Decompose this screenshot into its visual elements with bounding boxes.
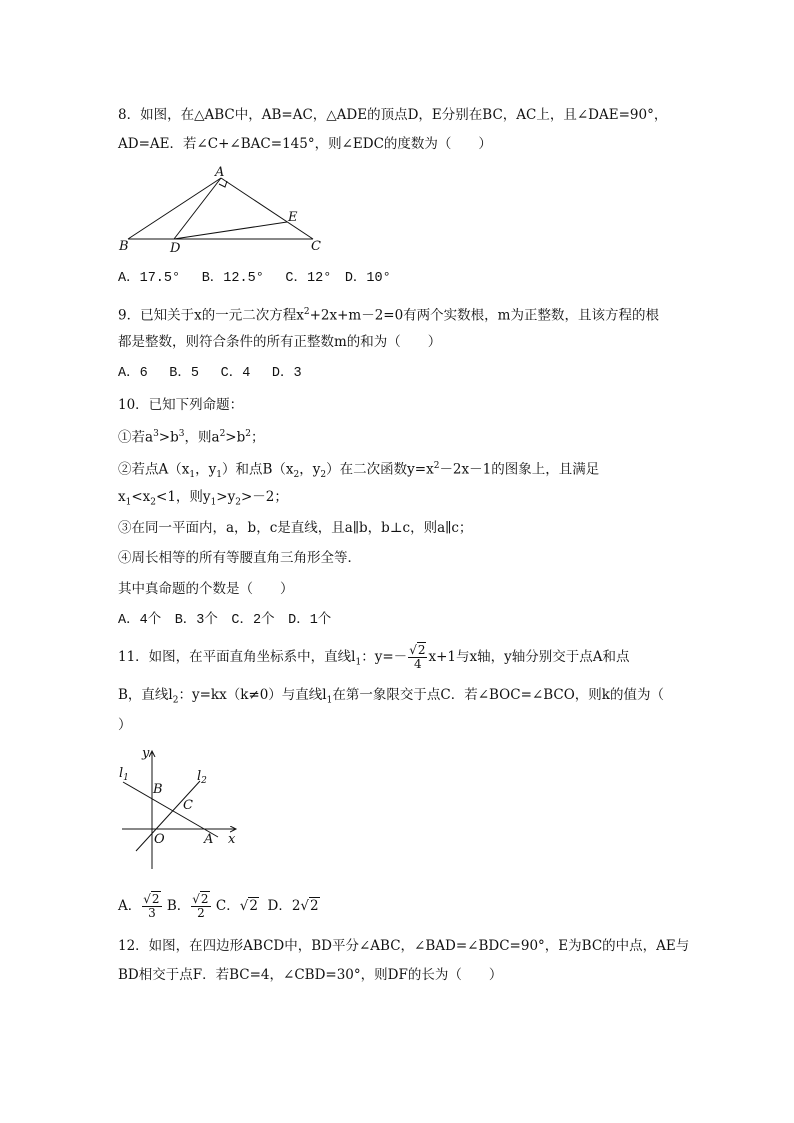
q11-label-c: C (183, 798, 193, 813)
radicand: 2 (200, 892, 209, 906)
opt-d-radicand: 2 (310, 898, 319, 914)
q11-label-b: B (153, 782, 163, 797)
q9-line-1 (118, 303, 659, 325)
q9-line-2: 都是整数，则符合条件的所有正整数m的和为（ ） (118, 334, 442, 350)
q8-triangle-figure (118, 165, 333, 255)
q11-label-a: A (204, 832, 214, 847)
q10-prop-4: ④周长相等的所有等腰直角三角形全等． (118, 550, 361, 566)
q9-text: +2x+m－2=0有两个实数根，m为正整数，且该方程的根 (309, 307, 659, 324)
text: ）在二次函数y=x (326, 461, 434, 478)
q10-prop-2-cont (118, 488, 288, 512)
text: ，则a (184, 429, 220, 446)
text: ：y=kx（k≠0）与直线l (178, 687, 327, 703)
q9-options: A．6 B．5 C．4 D．3 (118, 366, 302, 381)
text: 11．如图，在平面直角坐标系中，直线l (118, 649, 356, 665)
q11-label-y: y (142, 746, 150, 761)
sub: 2 (150, 497, 157, 508)
exp: 2 (433, 461, 440, 471)
text: x (118, 489, 126, 505)
sub: 2 (320, 470, 327, 481)
text: <x (131, 489, 151, 505)
opt-a-frac: $\frac{√2}{3}$ (143, 892, 160, 920)
denominator: 4 (414, 657, 422, 671)
sub: 1 (189, 470, 196, 481)
q10-prop-2 (118, 457, 599, 484)
sub: 2 (235, 497, 241, 508)
opt-b-frac: $\frac{√2}{2}$ (192, 892, 209, 920)
q11-label-l2 (197, 769, 207, 786)
q8-label-b: B (119, 239, 129, 254)
opt-b: B． (166, 898, 191, 914)
q11-fraction: $\frac{√2}{4}$ (409, 643, 426, 671)
q11-label-o: O (154, 832, 165, 847)
text: B，直线l (118, 687, 173, 703)
q11-label-l1 (119, 766, 129, 783)
text: ，y (195, 461, 217, 478)
opt-a: A． (118, 898, 142, 914)
text: >－2； (240, 489, 288, 505)
q12-line-2: BD相交于点F．若BC=4，∠CBD=30°，则DF的长为（ ） (118, 967, 503, 983)
q10-intro: 10．已知下列命题： (118, 397, 244, 413)
q11-line-2 (118, 686, 664, 710)
opt-c: C． (215, 898, 240, 914)
sub: 1 (326, 695, 333, 706)
radicand: 2 (151, 892, 160, 906)
exp: 3 (178, 429, 185, 439)
q8-label-c: C (311, 239, 321, 254)
q10-prop-3: ③在同一平面内，a，b，c是直线，且a∥b，b⊥c，则a∥c； (118, 520, 473, 536)
text: ，y (299, 461, 321, 478)
opt-c-radicand: 2 (249, 898, 258, 914)
q8-label-e: E (288, 210, 298, 225)
text: ：y=－ (361, 649, 408, 665)
q11-label-x: x (228, 832, 236, 847)
text: ②若点A（x (118, 461, 190, 478)
q9-exponent: 2 (303, 307, 310, 317)
text: >b (158, 429, 179, 446)
q8-options: A．17.5° B．12.5° C．12° D．10° (118, 271, 391, 286)
den: 2 (197, 906, 205, 920)
sub: 1 (216, 470, 222, 481)
sub: 1 (125, 497, 132, 508)
exp: 2 (219, 429, 226, 439)
text: ； (251, 429, 265, 446)
exp: 2 (245, 429, 251, 439)
sub: 1 (210, 497, 217, 508)
text: x+1与x轴，y轴分别交于点A和点 (428, 649, 630, 665)
exp: 3 (153, 429, 159, 439)
q10-question: 其中真命题的个数是（ ） (118, 581, 294, 597)
text: －2x－1的图象上，且满足 (439, 461, 600, 478)
text: ）和点B（x (221, 461, 294, 478)
radicand: 2 (417, 643, 426, 657)
q11-options: A． $\frac{√2}{3}$ B． $\frac{√2}{2}$ C．√2 D．2√2 (118, 892, 319, 920)
l2-sub: 2 (201, 776, 207, 786)
text: >y (216, 489, 236, 505)
q10-options: A．4个 B．3个 C．2个 D．1个 (118, 613, 332, 628)
l1-sub: 1 (123, 773, 129, 783)
l2: l (197, 769, 202, 784)
sub: 1 (355, 657, 362, 668)
q11-line-3: ） (118, 717, 132, 733)
q10-prop-1 (118, 425, 265, 447)
text: <1，则y (156, 489, 211, 505)
q8-label-a: A (215, 165, 225, 180)
text: ①若a (118, 429, 154, 446)
text: 在第一象限交于点C．若∠BOC=∠BCO，则k的值为（ (332, 687, 664, 703)
text: >b (225, 429, 246, 446)
q8-line-1: 8．如图，在△ABC中，AB=AC，△ADE的顶点D，E分别在BC，AC上，且∠DAE=90°， (118, 107, 668, 123)
q11-coordinate-figure (118, 745, 248, 875)
q11-line-1 (118, 642, 630, 678)
l1: l (119, 766, 124, 781)
q12-line-1: 12．如图，在四边形ABCD中，BD平分∠ABC，∠BAD=∠BDC=90°，E为BC的中点，AE与 (118, 938, 690, 954)
q9-text: 9．已知关于x的一元二次方程x (118, 307, 304, 324)
den: 3 (148, 906, 156, 920)
opt-d: D．2 (267, 898, 301, 914)
q8-line-2: AD=AE．若∠C+∠BAC=145°，则∠EDC的度数为（ ） (118, 136, 492, 152)
sub: 2 (293, 470, 300, 481)
sub: 2 (172, 695, 179, 706)
q8-label-d: D (170, 241, 181, 256)
